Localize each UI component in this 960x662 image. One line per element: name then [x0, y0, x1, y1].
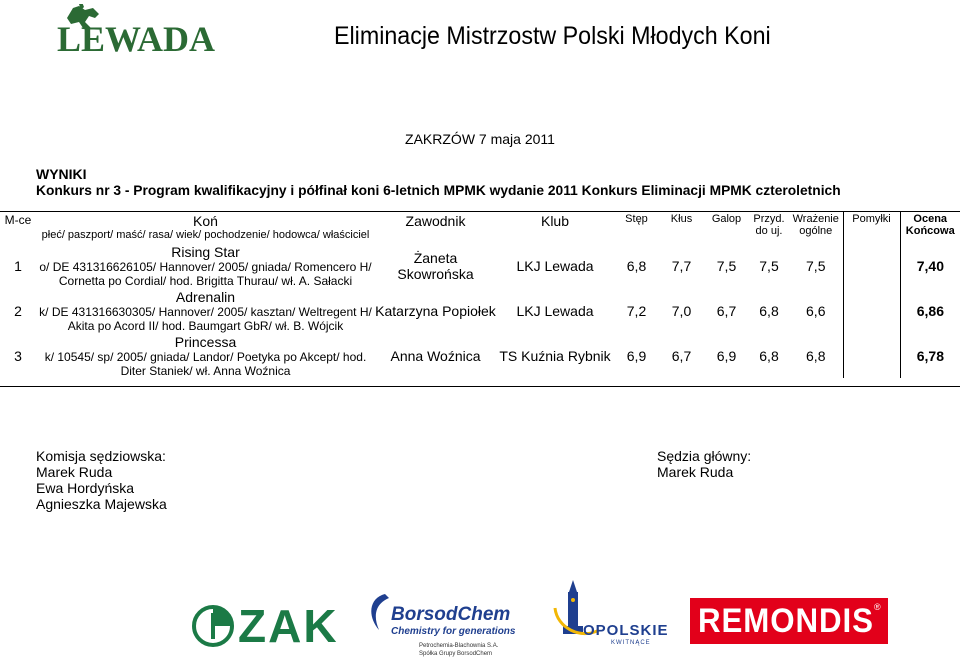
impression-score: 7,5 — [806, 257, 826, 274]
page-title: Eliminacje Mistrzostw Polski Młodych Koni — [334, 22, 771, 50]
final-score: 6,86 — [900, 288, 960, 333]
errors-cell — [843, 288, 900, 333]
horse-name: Rising Star — [171, 243, 240, 260]
horse-info: o/ DE 431316626105/ Hannover/ 2005/ gniada/ Romencero H/ Cornetta po Cordial/ hod. Brigitta Thurau/ wł. A. Sałacki — [39, 259, 372, 288]
col-header-errors: Pomyłki — [843, 211, 900, 243]
final-score: 7,40 — [900, 243, 960, 288]
trot-score: 7,0 — [671, 302, 692, 319]
club-cell: LKJ Lewada — [516, 302, 594, 319]
col-header-place: M-ce — [4, 213, 32, 227]
borsod-tagline: Chemistry for generations — [391, 626, 516, 637]
horse-name: Princessa — [174, 333, 237, 350]
lewada-logo — [55, 4, 216, 59]
opolskie-sub: KWITNĄCE — [611, 640, 651, 646]
table-row — [0, 333, 960, 378]
final-score: 6,78 — [900, 333, 960, 378]
col-header-aptitude: Przyd. do uj. — [753, 213, 785, 237]
trot-score: 6,7 — [671, 347, 692, 364]
jury-member: Agnieszka Majewska — [36, 496, 167, 512]
jury-label: Komisja sędziowska: — [36, 448, 166, 464]
rider-cell: Żaneta Skowrońska — [397, 249, 474, 282]
rider-cell: Katarzyna Popiołek — [375, 302, 496, 319]
horse-cell — [36, 288, 375, 333]
walk-score: 6,9 — [626, 347, 647, 364]
table-row — [0, 243, 960, 288]
remondis-logo — [690, 598, 888, 644]
zak-logo — [192, 600, 339, 652]
results-table — [0, 211, 960, 378]
remondis-text: REMONDIS — [698, 602, 874, 640]
col-header-rider: Zawodnik — [405, 213, 466, 229]
place-cell: 3 — [14, 347, 22, 364]
club-cell: TS Kuźnia Rybnik — [499, 347, 611, 364]
col-header-impression: Wrażenie ogólne — [792, 213, 839, 237]
table-row — [0, 288, 960, 333]
opolskie-text: OPOLSKIE — [583, 622, 669, 639]
club-cell: LKJ Lewada — [516, 257, 594, 274]
trot-score: 7,7 — [671, 257, 692, 274]
borsod-sub1: Petrochemia-Blachownia S.A. — [419, 643, 499, 649]
canter-score: 7,5 — [716, 257, 737, 274]
col-header-club: Klub — [540, 213, 570, 229]
walk-score: 7,2 — [626, 302, 647, 319]
aptitude-score: 7,5 — [759, 257, 779, 274]
opolskie-logo — [551, 578, 669, 658]
horse-name: Adrenalin — [175, 288, 236, 305]
errors-cell — [843, 243, 900, 288]
registered-icon: ® — [874, 602, 881, 612]
horse-cell — [36, 243, 375, 288]
chief-judge-name: Marek Ruda — [657, 464, 734, 480]
impression-score: 6,6 — [806, 302, 826, 319]
aptitude-score: 6,8 — [759, 347, 779, 364]
horse-info: k/ 10545/ sp/ 2005/ gniada/ Landor/ Poetyka po Akcept/ hod. Diter Staniek/ wł. Anna Woźnica — [44, 349, 367, 378]
rider-cell: Anna Woźnica — [390, 347, 481, 364]
borsod-name: BorsodChem — [391, 604, 511, 625]
lewada-logo-text: LEWADA — [57, 19, 216, 59]
jury-member: Ewa Hordyńska — [36, 480, 135, 496]
borsodchem-logo — [365, 588, 516, 658]
col-header-horse-sub: płeć/ paszport/ maść/ rasa/ wiek/ pochodzenie/ hodowca/ właściciel — [41, 229, 370, 241]
horse-cell — [36, 333, 375, 378]
chief-judge-label: Sędzia główny: — [657, 448, 752, 464]
col-header-horse: Koń płeć/ paszport/ maść/ rasa/ wiek/ pochodzenie/ hodowca/ właściciel — [36, 211, 375, 243]
col-header-trot: Kłus — [670, 213, 693, 225]
canter-score: 6,7 — [716, 302, 737, 319]
col-header-final: Ocena Końcowa — [900, 211, 960, 243]
canter-score: 6,9 — [716, 347, 737, 364]
impression-score: 6,8 — [806, 347, 826, 364]
competition-name: Konkurs nr 3 - Program kwalifikacyjny i półfinał koni 6-letnich MPMK wydanie 2011 Konkurs Eliminacji MPMK czteroletnich — [36, 182, 841, 198]
event-date: ZAKRZÓW 7 maja 2011 — [405, 131, 555, 147]
walk-score: 6,8 — [626, 257, 647, 274]
col-header-canter: Galop — [711, 213, 742, 225]
table-bottom-rule — [0, 386, 960, 387]
col-header-walk: Stęp — [625, 213, 648, 225]
aptitude-score: 6,8 — [759, 302, 779, 319]
zak-logo-text: ZAK — [238, 600, 339, 652]
table-header-row — [0, 211, 960, 243]
place-cell: 2 — [14, 302, 22, 319]
horse-info: k/ DE 431316630305/ Hannover/ 2005/ kasztan/ Weltregent H/ Akita po Acord II/ hod. Baumgart GbR/ wł. B. Wójcik — [39, 304, 372, 333]
results-heading: WYNIKI — [36, 166, 87, 182]
errors-cell — [843, 333, 900, 378]
place-cell: 1 — [14, 257, 22, 274]
jury-member: Marek Ruda — [36, 464, 113, 480]
borsod-sub2: Spółka Grupy BorsodChem — [419, 651, 493, 657]
